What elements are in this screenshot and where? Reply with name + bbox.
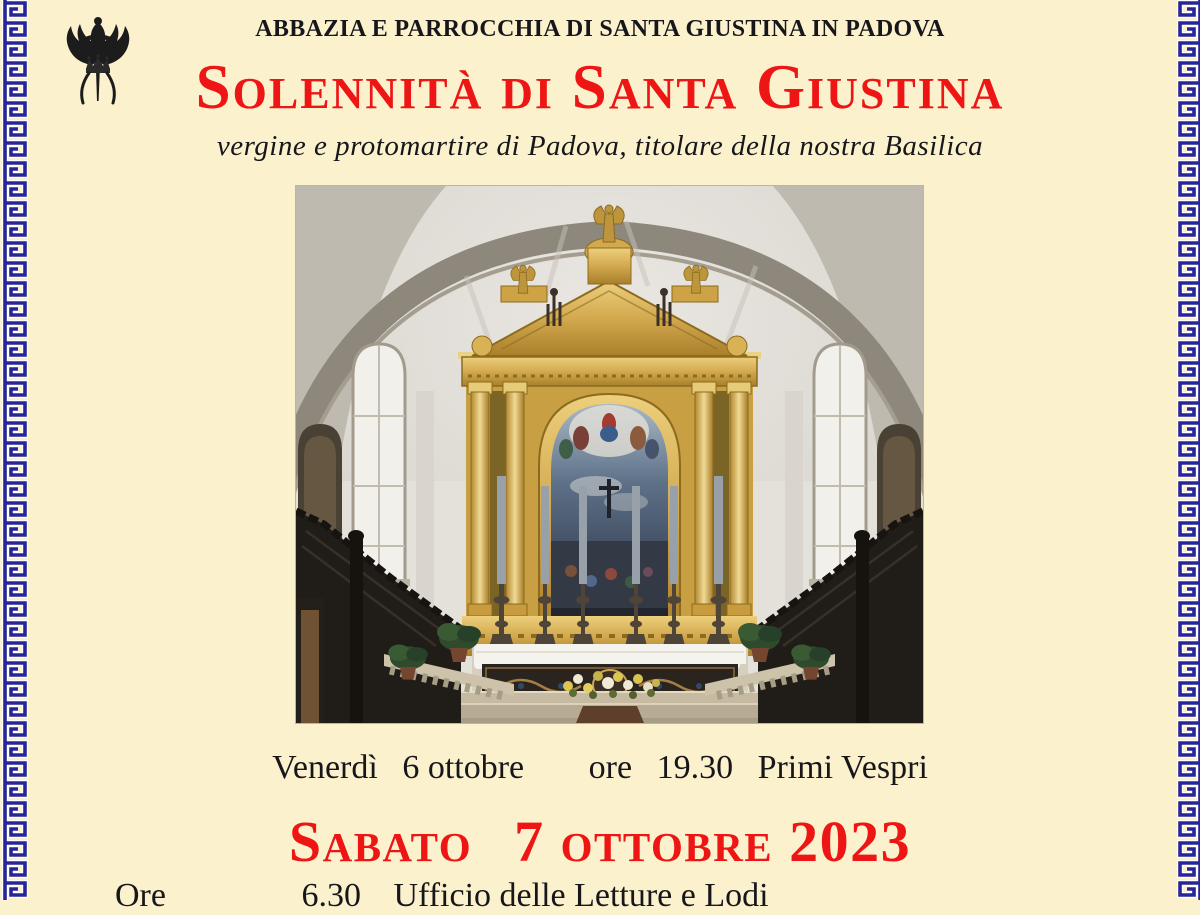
friday-day: Venerdì	[272, 749, 378, 786]
saturday-heading	[0, 808, 1200, 875]
friday-event: Primi Vespri	[757, 749, 928, 786]
partial-label: Ore	[115, 877, 166, 914]
schedule-friday-line	[0, 749, 1200, 787]
friday-date: 6 ottobre	[402, 749, 525, 786]
saturday-date: 7 ottobre 2023	[514, 809, 912, 874]
altar-photo	[296, 186, 923, 723]
partial-event: Ufficio delle Letture e Lodi	[393, 877, 769, 914]
saturday-day: Sabato	[288, 809, 473, 874]
schedule-partial-line	[115, 877, 769, 915]
partial-time: 6.30	[301, 877, 361, 914]
page-title: Solennità di Santa Giustina	[195, 52, 1005, 122]
friday-time: 19.30	[656, 749, 734, 786]
altar-runner	[576, 706, 644, 723]
friday-time-label: ore	[588, 749, 633, 786]
organization-header: ABBAZIA E PARROCCHIA DI SANTA GIUSTINA IN PADOVA	[255, 16, 945, 42]
page-subtitle: vergine e protomartire di Padova, titolare della nostra Basilica	[216, 130, 984, 162]
